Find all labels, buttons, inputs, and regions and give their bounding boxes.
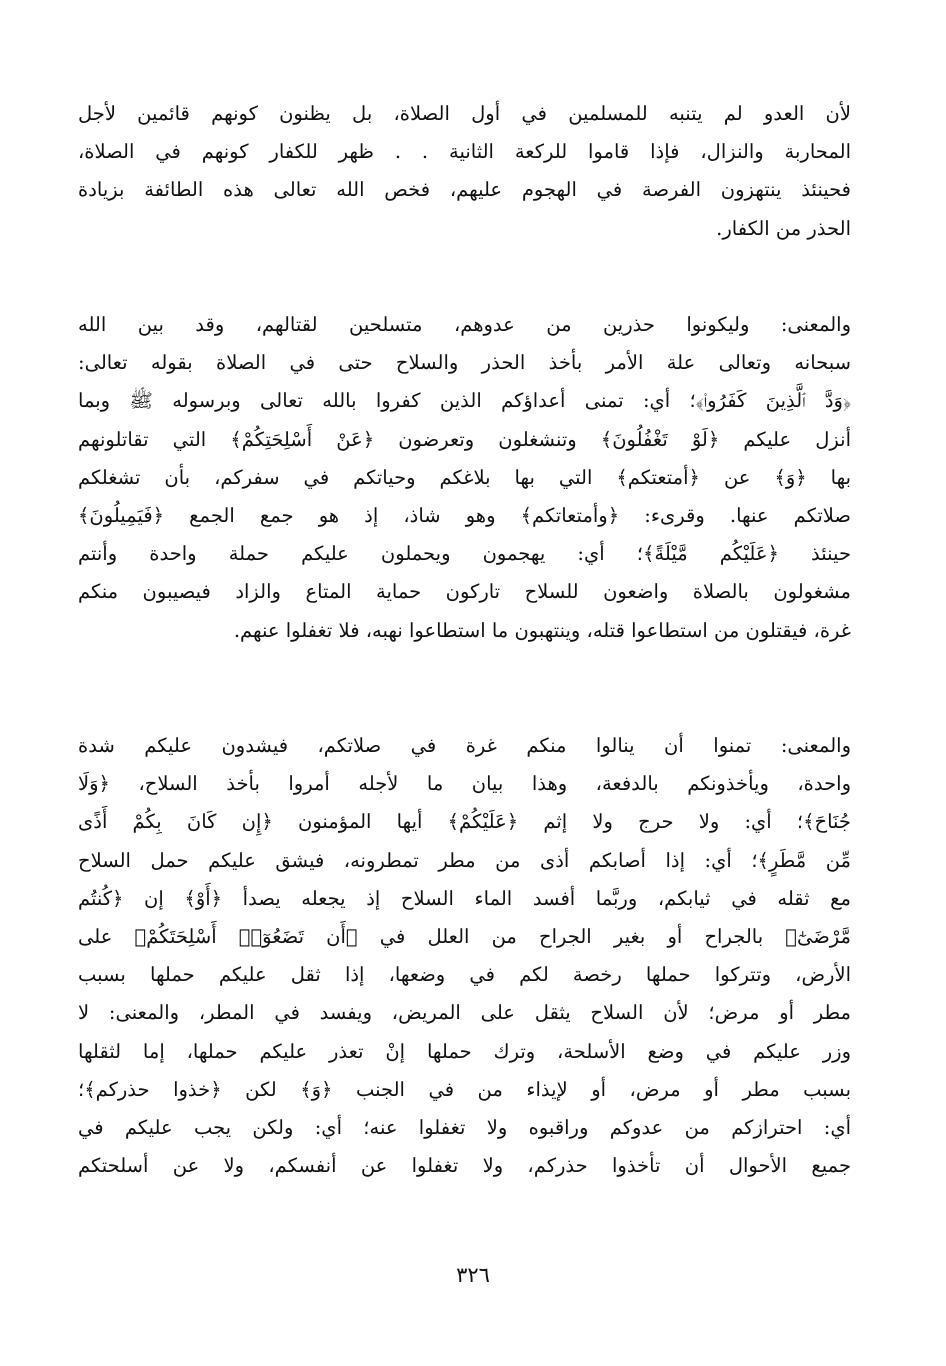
text-line: ﴿وَدَّ ٱلَّذِينَ كَفَرُوا۟﴾؛ أي: تمنى أعداؤكم الذين كفروا بالله تعالى وبرسوله ﷺ وبما: [78, 389, 851, 413]
text-line: بسبب مطر أو مرض، أو لإيذاء من في الجنب ﴿وَ﴾ لكن ﴿خذوا حذركم﴾؛: [78, 1077, 851, 1101]
paragraph-2: [78, 306, 851, 650]
text-line: سبحانه وتعالى علة الأمر بأخذ الحذر والسلاح حتى في الصلاة بقوله تعالى:: [78, 351, 851, 375]
text-line: أي: احترازكم من عدوكم وراقبوه ولا تغفلوا عنه؛ أي: ولكن يجب عليكم في: [78, 1116, 851, 1140]
text-line: جُنَاحَ﴾؛ أي: ولا حرج ولا إثم ﴿عَلَيْكُمْ﴾ أيها المؤمنون ﴿إِن كَانَ بِكُمْ أَذًى: [78, 810, 851, 834]
paragraph-1: [78, 95, 851, 248]
text-line: جميع الأحوال أن تأخذوا حذركم، ولا تغفلوا عن أنفسكم، ولا عن أسلحتكم: [78, 1154, 851, 1178]
text-line: والمعنى: تمنوا أن ينالوا منكم غرة في صلاتكم، فيشدون عليكم شدة: [78, 734, 851, 757]
text-line: المحاربة والنزال، فإذا قاموا للركعة الثانية . . ظهر للكفار كونهم في الصلاة،: [78, 140, 851, 164]
text-line: صلاتكم عنها. وقرىء: ﴿وأمتعاتكم﴾ وهو شاذ، إذ هو جمع الجمع ﴿فَيَمِيلُونَ﴾: [78, 504, 851, 528]
text-line: والمعنى: وليكونوا حذرين من عدوهم، متسلحين لقتالهم، وقد بين الله: [78, 313, 851, 336]
text-line: الأرض، وتتركوا حملها رخصة لكم في وضعها، إذا ثقل عليكم حملها بسبب: [78, 963, 851, 987]
text-line: مطر أو مرض؛ لأن السلاح يثقل على المريض، ويفسد في المطر، والمعنى: لا: [78, 1001, 851, 1025]
page-number: ٣٢٦: [456, 1263, 490, 1287]
text-line: حينئذ ﴿عَلَيْكُم مَّيْلَةً﴾؛ أي: يهجمون ويحملون عليكم حملة واحدة وأنتم: [78, 542, 851, 566]
text-line: وزر عليكم في وضع الأسلحة، وترك حملها إنْ تعذر عليكم حملها، إما لثقلها: [78, 1039, 851, 1063]
paragraph-3: [78, 727, 851, 1185]
text-line: أنزل عليكم ﴿لَوْ تَغْفُلُونَ﴾ وتنشغلون وتعرضون ﴿عَنْ أَسْلِحَتِكُمْ﴾ التي تقاتلونهم: [78, 427, 851, 451]
text-line: الحذر من الكفار.: [716, 216, 851, 240]
text-line: مَّرْضَىٰٓ﴾ بالجراح أو بغير الجراح من العلل في ﴿أَن تَضَعُوٓا۟ أَسْلِحَتَكُمْ﴾ على: [78, 925, 851, 949]
text-line: مع ثقله في ثيابكم، وربَّما أفسد الماء السلاح إذ يجعله يصدأ ﴿أَوْ﴾ إن ﴿كُنتُم: [78, 886, 851, 910]
text-line: لأن العدو لم يتنبه للمسلمين في أول الصلاة، بل يظنون كونهم قائمين لأجل: [78, 102, 851, 125]
text-line: غرة، فيقتلون من استطاعوا قتله، وينتهبون ما استطاعوا نهبه، فلا تغفلوا عنهم.: [233, 618, 851, 642]
text-line: بها ﴿وَ﴾ عن ﴿أمتعتكم﴾ التي بها بلاغكم وحياتكم في سفركم، بأن تشغلكم: [78, 465, 851, 489]
text-line: مشغولون بالصلاة واضعون للسلاح تاركون حماية المتاع والزاد فيصيبون منكم: [78, 580, 851, 604]
text-line: واحدة، ويأخذونكم بالدفعة، وهذا بيان ما لأجله أمروا بأخذ السلاح، ﴿وَلَا: [78, 772, 851, 796]
text-line: مِّن مَّطَرٍ﴾؛ أي: إذا أصابكم أذى من مطر تمطرونه، فيشق عليكم حمل السلاح: [78, 848, 851, 872]
text-line: فحينئذ ينتهزون الفرصة في الهجوم عليهم، فخص الله تعالى هذه الطائفة بزيادة: [78, 178, 851, 202]
